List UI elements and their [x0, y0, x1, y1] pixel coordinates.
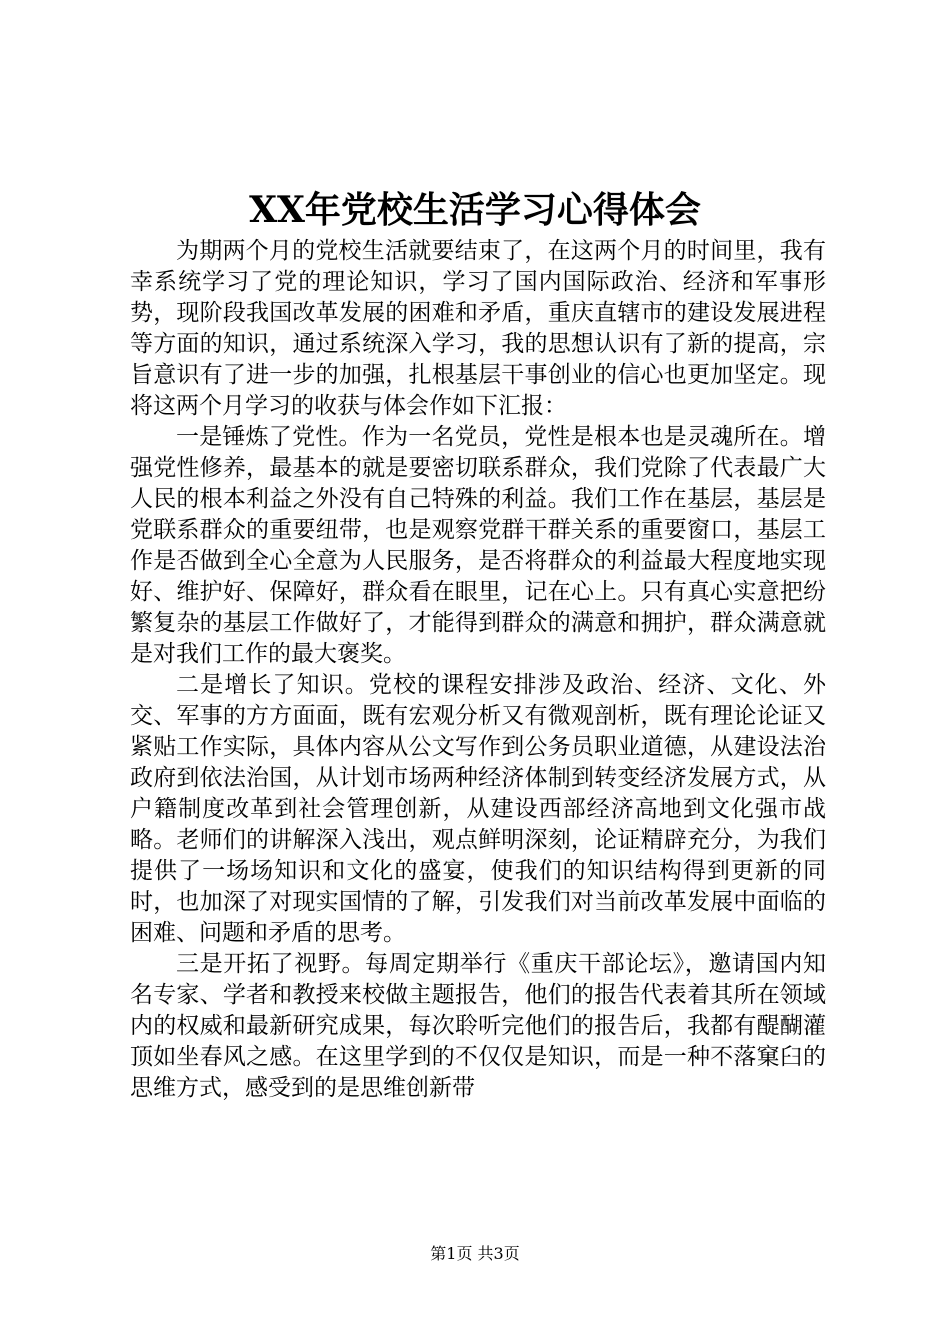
- paragraph-intro: 为期两个月的党校生活就要结束了，在这两个月的时间里，我有幸系统学习了党的理论知识，学习了国内国际政治、经济和军事形势，现阶段我国改革发展的困难和矛盾，重庆直辖市的建设发展进程等方面的知识，通过系统深入学习，我的思想认识有了新的提高，宗旨意识有了进一步的加强，扎根基层干事创业的信心也更加坚定。现将这两个月学习的收获与体会作如下汇报：: [130, 238, 826, 419]
- page-footer: 第1页 共3页: [430, 1244, 520, 1263]
- document-title: XX年党校生活学习心得体会: [249, 189, 701, 231]
- document-body: [130, 236, 826, 1104]
- paragraph-horizons: 三是开拓了视野。每周定期举行《重庆干部论坛》，邀请国内知名专家、学者和教授来校做主题报告，他们的报告代表着其所在领域内的权威和最新研究成果，每次聆听完他们的报告后，我都有醍醐灌顶如坐春风之感。在这里学到的不仅仅是知识，而是一种不落窠臼的思维方式，感受到的是思维创新带: [130, 951, 826, 1101]
- paragraph-knowledge: 二是增长了知识。党校的课程安排涉及政治、经济、文化、外交、军事的方方面面，既有宏观分析又有微观剖析，既有理论论证又紧贴工作实际，具体内容从公文写作到公务员职业道德，从建设法治政府到依法治国，从计划市场两种经济体制到转变经济发展方式，从户籍制度改革到社会管理创新，从建设西部经济高地到文化强市战略。老师们的讲解深入浅出，观点鲜明深刻，论证精辟充分，为我们提供了一场场知识和文化的盛宴，使我们的知识结构得到更新的同时，也加深了对现实国情的了解，引发我们对当前改革发展中面临的困难、问题和矛盾的思考。: [130, 672, 826, 946]
- paragraph-party-spirit: 一是锤炼了党性。作为一名党员，党性是根本也是灵魂所在。增强党性修养，最基本的就是要密切联系群众，我们党除了代表最广大人民的根本利益之外没有自己特殊的利益。我们工作在基层，基层是党联系群众的重要纽带，也是观察党群干群关系的重要窗口，基层工作是否做到全心全意为人民服务，是否将群众的利益最大程度地实现好、维护好、保障好，群众看在眼里，记在心上。只有真心实意把纷繁复杂的基层工作做好了，才能得到群众的满意和拥护，群众满意就是对我们工作的最大褒奖。: [130, 424, 826, 667]
